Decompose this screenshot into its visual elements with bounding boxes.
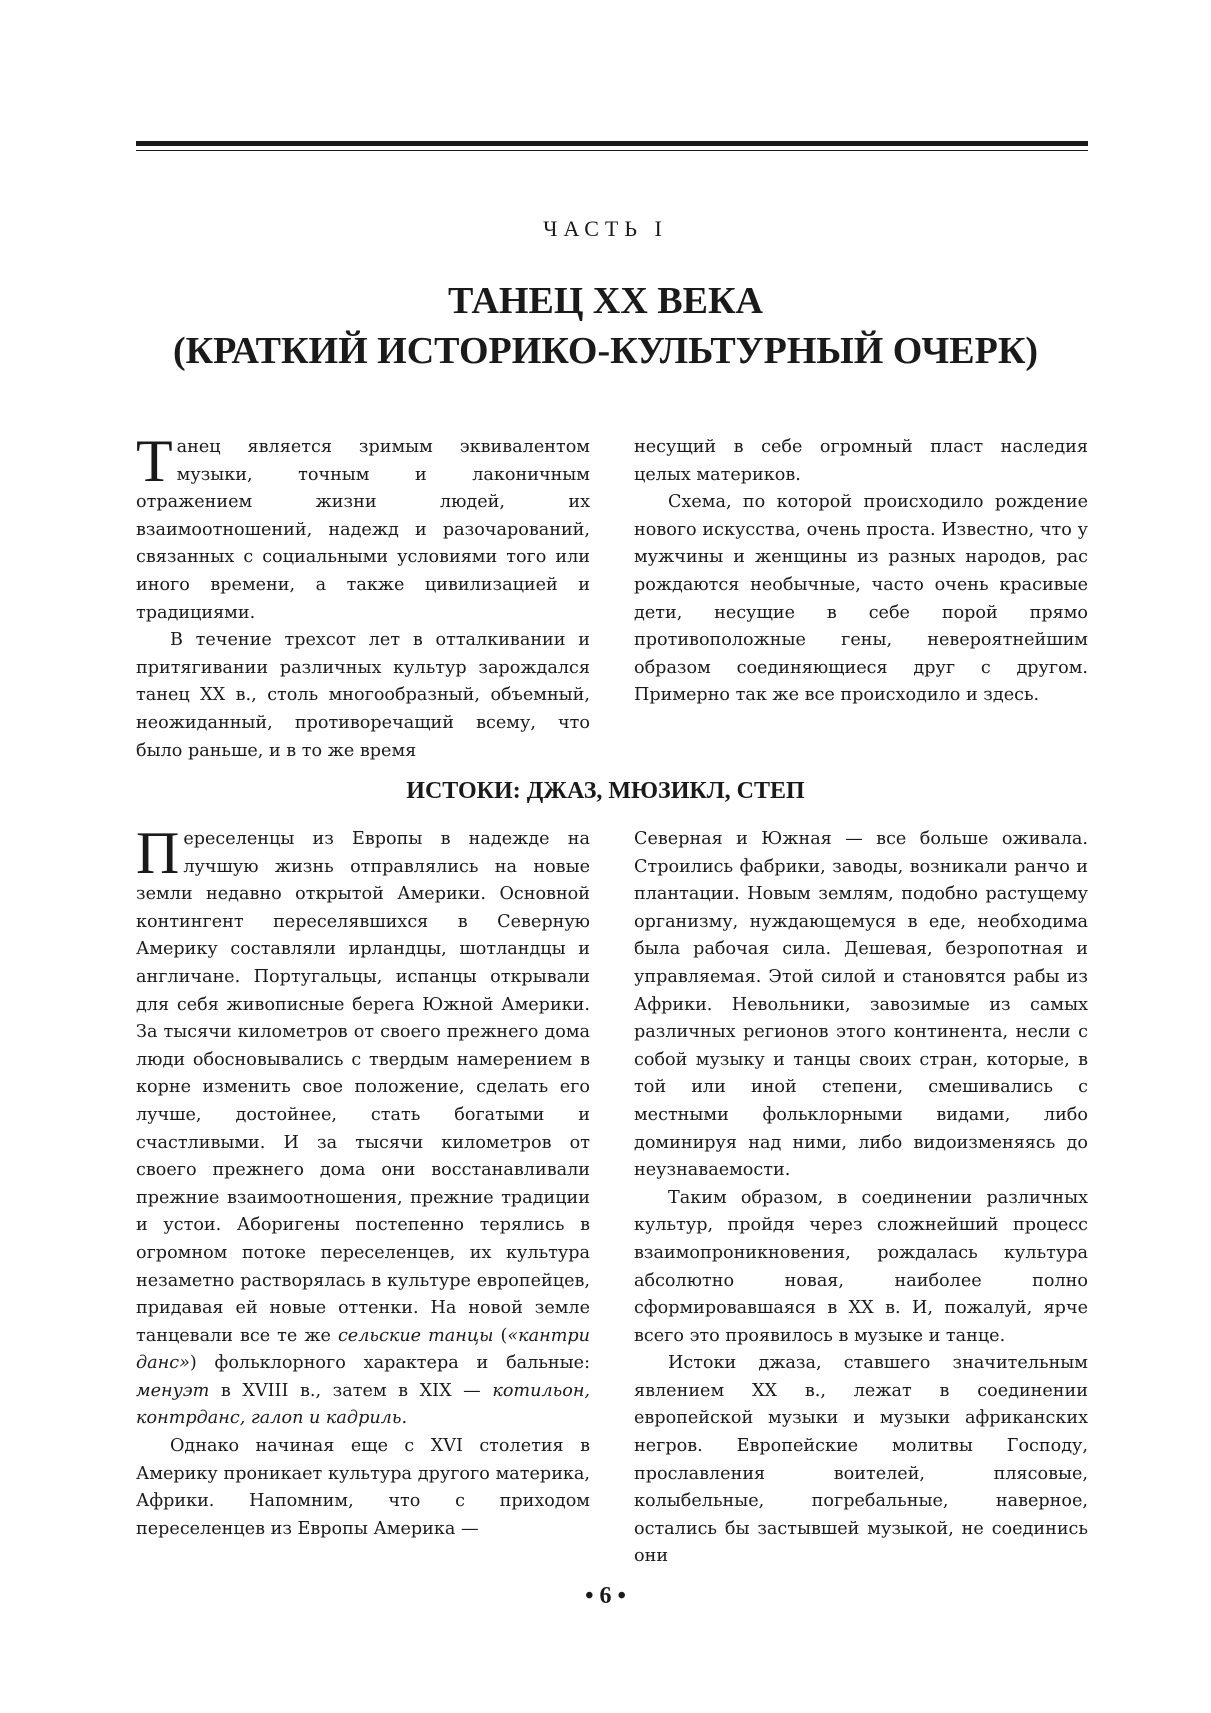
- section-heading: ИСТОКИ: ДЖАЗ, МЮЗИКЛ, СТЕП: [406, 778, 805, 804]
- section-column-right: [634, 826, 1088, 1571]
- intro-paragraph-1: [136, 428, 590, 627]
- intro-column-right: [634, 434, 1088, 710]
- part-label: ЧАСТЬ I: [543, 216, 668, 241]
- term-italic: «кантри данс»: [136, 1325, 590, 1374]
- drop-cap: Т: [136, 428, 173, 494]
- header-rule-thin: [136, 150, 1088, 151]
- intro-paragraph-1-text: анец является зримым эквивалентом музыки, точным и лаконичным отражением жизни людей, их взаимоотношений, надежд и разочарований, связанных с социальными условиями того или иного времени, а также цивилизацией и традициями.: [136, 437, 590, 623]
- intro-paragraph-3: несущий в себе огромный пласт наследия целых материков.: [634, 437, 1088, 485]
- section-paragraph-1-text: ереселенцы из Европы в надежде на лучшую жизнь отправлялись на новые земли недавно открытой Америки. Основной контингент переселявшихся в Северную Америку составляли ирландцы, шотландцы и англичане. Португальцы, испанцы открывали для себя живописные берега Южной Америки. За тысячи километров от своего прежнего дома люди обосновывались с твердым намерением в корне изменить свое положение, сделать его лучше, достойнее, стать богатыми и счастливыми. И за тысячи километров от своего прежнего дома они восстанавливали прежние взаимоотношения, прежние традиции и устои. Аборигены постепенно терялись в огромном потоке переселенцев, их культура незаметно растворялась в культуре европейцев, придавая ей новые оттенки. На новой земле танцевали все те же: [136, 829, 590, 1346]
- intro-column-left: [136, 428, 590, 765]
- intro-paragraph-2: В течение трехсот лет в отталкивании и притягивании различных культур зарождался танец XX в., столь многообразный, объемный, неожиданный, противоречащий всему, что было раньше, и в то же время: [136, 630, 590, 761]
- term-italic: котильон, контрданс, галоп и кадриль.: [136, 1380, 590, 1429]
- section-paragraph-3: Северная и Южная — все больше оживала. Строились фабрики, заводы, возникали ранчо и плантации. Новым землям, подобно растущему организму, нуждающемуся в еде, необходима была рабочая сила. Дешевая, безропотная и управляемая. Этой силой и становятся рабы из Африки. Невольники, завозимые из самых различных регионов этого континента, несли с собой музыку и танцы своих стран, которые, в той или иной степени, смешивались с местными фольклорными видами, либо доминируя над ними, либо видоизменяясь до неузнаваемости.: [634, 829, 1088, 1181]
- header-rule-thick: [136, 141, 1088, 146]
- chapter-title-line1: ТАНЕЦ XX ВЕКА: [448, 280, 763, 322]
- term-italic: менуэт: [136, 1380, 210, 1401]
- section-paragraph-5: Истоки джаза, ставшего значительным явлением XX в., лежат в соединении европейской музыки и музыки африканских негров. Европейские молитвы Господу, прославления воителей, плясовые, колыбельные, погребальные, наверное, остались бы застывшей музыкой, не соединись они: [634, 1353, 1088, 1567]
- text-fragment: (: [493, 1325, 508, 1346]
- term-italic: сельские танцы: [337, 1325, 494, 1346]
- section-paragraph-4: Таким образом, в соединении различных культур, пройдя через сложнейший процесс взаимопроникновения, рождалась культура абсолютно новая, наиболее полно сформировавшаяся в XX в. И, пожалуй, ярче всего это проявилось в музыке и танце.: [634, 1187, 1088, 1346]
- drop-cap: П: [136, 820, 180, 886]
- section-paragraph-2: Однако начиная еще с XVI столетия в Америку проникает культура другого материка, Африки. Напомним, что с приходом переселенцев из Европы Америка —: [136, 1436, 590, 1539]
- chapter-title: [0, 276, 1211, 376]
- intro-paragraph-4: Схема, по которой происходило рождение нового искусства, очень проста. Известно, что у мужчины и женщины из разных народов, рас рождаются необычные, часто очень красивые дети, несущие в себе порой прямо противоположные гены, невероятнейшим образом соединяющиеся друг с другом. Примерно так же все происходило и здесь.: [634, 492, 1088, 706]
- section-column-left: [136, 820, 590, 1543]
- text-fragment: в XVIII в., затем в XIX —: [209, 1380, 493, 1401]
- section-paragraph-1: [136, 820, 590, 1433]
- page-number: • 6 •: [585, 1583, 626, 1609]
- text-fragment: ) фольклорного характера и бальные:: [189, 1353, 590, 1374]
- chapter-title-line2: (КРАТКИЙ ИСТОРИКО-КУЛЬТУРНЫЙ ОЧЕРК): [172, 330, 1039, 372]
